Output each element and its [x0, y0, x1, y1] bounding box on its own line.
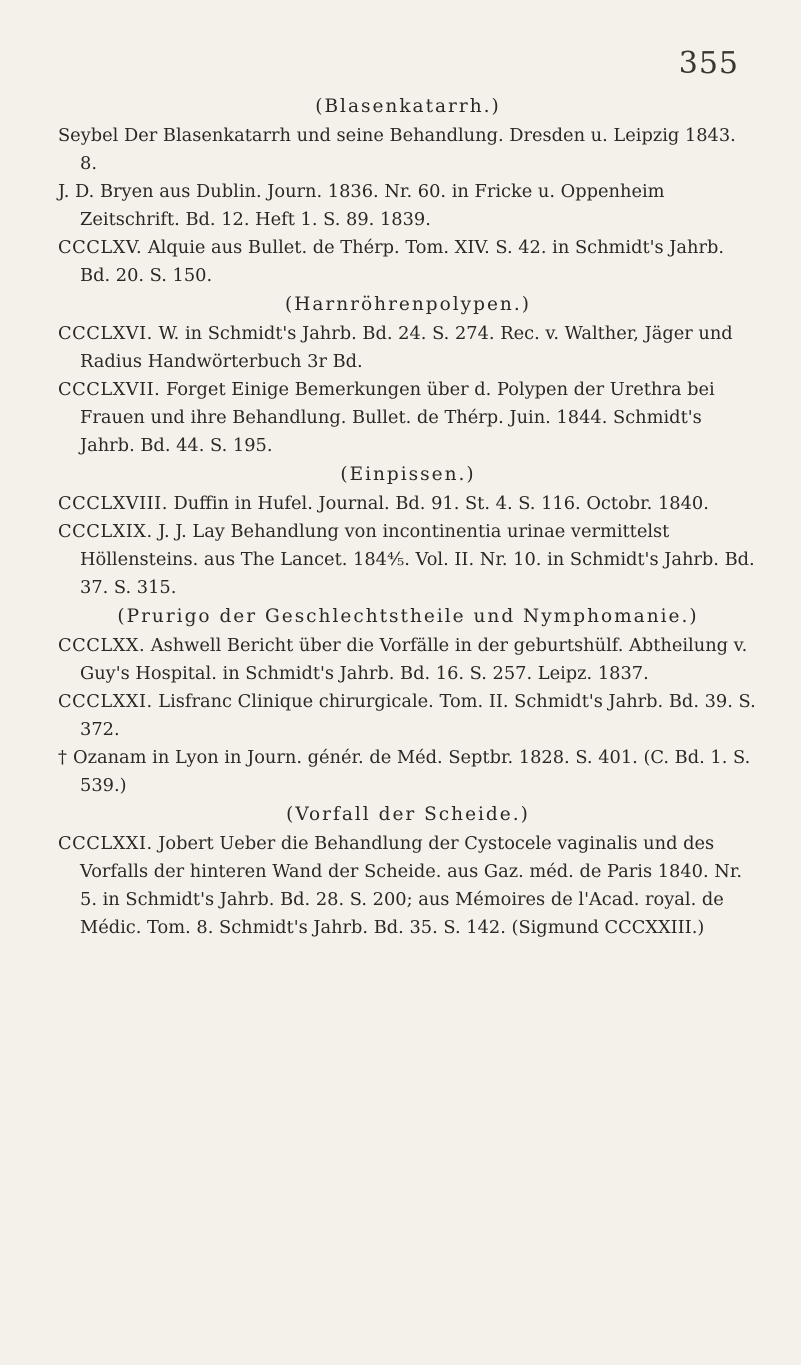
entry-number: CCCLXIX. [58, 521, 153, 542]
section-heading: (Prurigo der Geschlechtstheile und Nymphomanie.) [117, 606, 699, 627]
section-heading: (Blasenkatarrh.) [315, 96, 501, 117]
section-heading: (Vorfall der Scheide.) [286, 804, 530, 825]
page-number: 355 [678, 46, 739, 81]
bibliography-entry: CCCLXV. Alquie aus Bullet. de Thérp. Tom. XIV. S. 42. in Schmidt's Jahrb. Bd. 20. S. 150. [58, 237, 725, 286]
entry-number: CCCLXXI. [58, 833, 153, 854]
entry-number: CCCLXVIII. [58, 493, 168, 514]
bibliography-entry: CCCLXXI. Lisfranc Clinique chirurgicale. Tom. II. Schmidt's Jahrb. Bd. 39. S. 372. [58, 691, 756, 740]
section-heading: (Harnröhrenpolypen.) [285, 294, 531, 315]
bibliography-entry: CCCLXVIII. Duffin in Hufel. Journal. Bd. 91. St. 4. S. 116. Octobr. 1840. [58, 493, 709, 514]
bibliography-entry: Seybel Der Blasenkatarrh und seine Behandlung. Dresden u. Leipzig 1843. 8. [58, 125, 736, 174]
entry-number: CCCLXXI. [58, 691, 153, 712]
bibliography-entry: CCCLXVI. W. in Schmidt's Jahrb. Bd. 24. S. 274. Rec. v. Walther, Jäger und Radius Handwörterbuch 3r Bd. [58, 323, 733, 372]
bibliography-entry: CCCLXIX. J. J. Lay Behandlung von incontinentia urinae vermittelst Höllensteins. aus The Lancet. 184⅘. Vol. II. Nr. 10. in Schmidt's Jahrb. Bd. 37. S. 315. [58, 521, 755, 598]
dagger-mark: † [58, 747, 68, 768]
bibliography-entry: † Ozanam in Lyon in Journ. génér. de Méd. Septbr. 1828. S. 401. (C. Bd. 1. S. 539.) [58, 747, 751, 796]
bibliography-entry: CCCLXVII. Forget Einige Bemerkungen über d. Polypen der Urethra bei Frauen und ihre Behandlung. Bullet. de Thérp. Juin. 1844. Schmidt's Jahrb. Bd. 44. S. 195. [58, 379, 715, 456]
page-content [58, 92, 758, 942]
bibliography-entry: CCCLXX. Ashwell Bericht über die Vorfälle in der geburtshülf. Abtheilung v. Guy's Hospital. in Schmidt's Jahrb. Bd. 16. S. 257. Leipz. 1837. [58, 635, 748, 684]
entry-number: CCCLXVII. [58, 379, 161, 400]
entry-number: CCCLXX. [58, 635, 146, 656]
entry-number: CCCLXV. [58, 237, 143, 258]
entry-number: CCCLXVI. [58, 323, 153, 344]
section-heading: (Einpissen.) [340, 464, 476, 485]
bibliography-entry: CCCLXXI. Jobert Ueber die Behandlung der Cystocele vaginalis und des Vorfalls der hinteren Wand der Scheide. aus Gaz. méd. de Paris 1840. Nr. 5. in Schmidt's Jahrb. Bd. 28. S. 200; aus Mémoires de l'Acad. royal. de Médic. Tom. 8. Schmidt's Jahrb. Bd. 35. S. 142. (Sigmund CCCXXIII.) [58, 833, 743, 938]
bibliography-entry: J. D. Bryen aus Dublin. Journ. 1836. Nr. 60. in Fricke u. Oppenheim Zeitschrift. Bd. 12. Heft 1. S. 89. 1839. [58, 181, 665, 230]
